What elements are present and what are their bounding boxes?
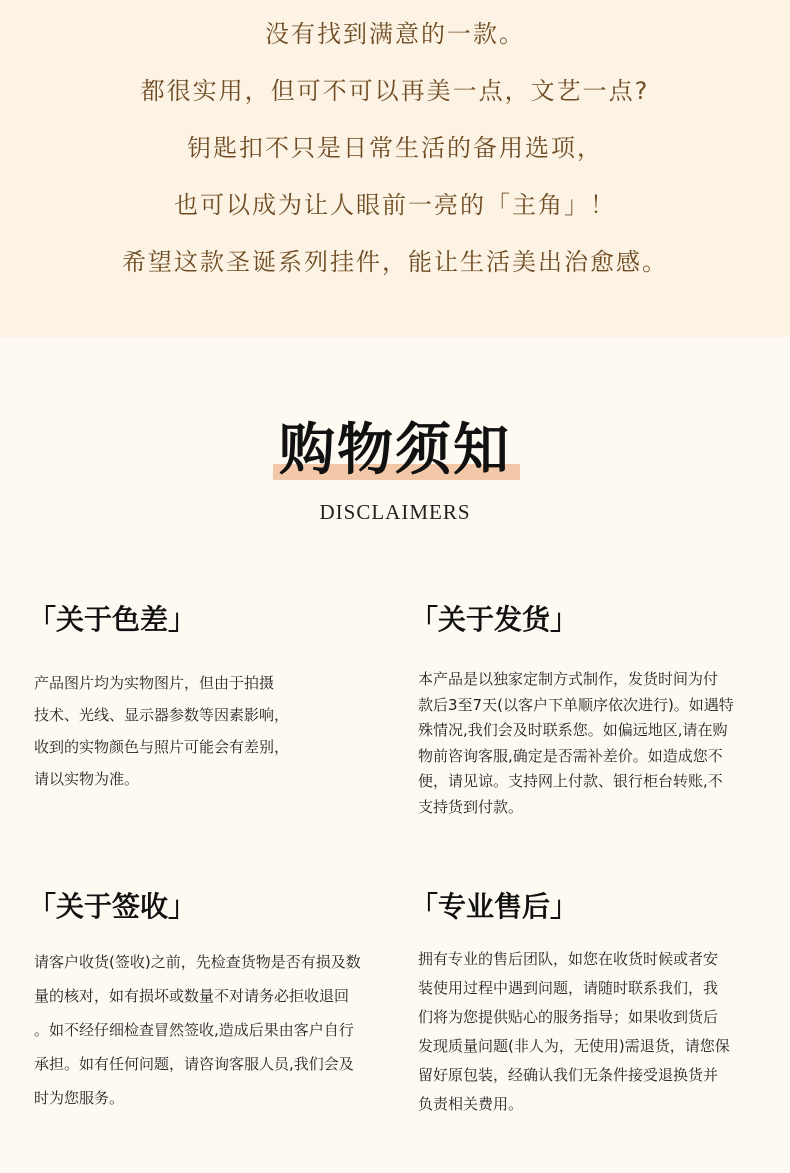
- body-line: 们将为您提供贴心的服务指导；如果收到货后: [418, 1008, 719, 1026]
- body-line: 拥有专业的售后团队，如您在收货时候或者安: [418, 950, 719, 968]
- body-line: 便，请见谅。支持网上付款、银行柜台转账,不: [418, 772, 723, 790]
- page-subtitle: DISCLAIMERS: [319, 500, 471, 524]
- body-line: 产品图片均为实物图片，但由于拍摄: [34, 674, 275, 692]
- body-line: 收到的实物颜色与照片可能会有差别，: [34, 738, 290, 756]
- section-body-receipt: [34, 945, 361, 1115]
- section-body-after-sales: [418, 945, 730, 1119]
- section-title-shipping: 「关于发货」: [410, 603, 579, 636]
- body-line: 留好原包装，经确认我们无条件接受退换货并: [418, 1066, 719, 1084]
- intro-line-4: 也可以成为让人眼前一亮的「主角」！: [174, 191, 616, 219]
- body-line: 时为您服务。: [34, 1089, 125, 1107]
- body-line: 技术、光线、显示器参数等因素影响，: [34, 706, 290, 724]
- intro-line-1: 没有找到满意的一款。: [265, 20, 525, 48]
- body-line: 请客户收货(签收)之前，先检查货物是否有损及数: [34, 953, 361, 971]
- body-line: 。如不经仔细检查冒然签收,造成后果由客户自行: [34, 1021, 354, 1039]
- intro-line-3: 钥匙扣不只是日常生活的备用选项，: [187, 134, 603, 162]
- page-title: 购物须知: [279, 417, 511, 483]
- intro-line-5: 希望这款圣诞系列挂件，能让生活美出治愈感。: [122, 248, 668, 276]
- body-line: 殊情况,我们会及时联系您。如偏远地区,请在购: [418, 721, 728, 739]
- body-line: 款后3至7天(以客户下单顺序依次进行)。如遇特: [418, 695, 734, 714]
- body-line: 承担。如有任何问题，请咨询客服人员,我们会及: [34, 1055, 354, 1073]
- body-line: 发现质量问题(非人为，无使用)需退货，请您保: [418, 1037, 730, 1055]
- intro-line-2: 都很实用，但可不可以再美一点，文艺一点?: [140, 77, 650, 105]
- intro-banner: [0, 0, 790, 337]
- body-line: 本产品是以独家定制方式制作，发货时间为付: [418, 670, 719, 688]
- body-line: 负责相关费用。: [418, 1095, 524, 1113]
- section-body-shipping: [418, 667, 734, 820]
- body-line: 支持货到付款。: [418, 797, 524, 816]
- section-body-color-difference: [34, 667, 289, 795]
- section-title-color-difference: 「关于色差」: [28, 603, 197, 636]
- body-line: 物前咨询客服,确定是否需补差价。如造成您不: [418, 746, 723, 765]
- section-title-after-sales: 「专业售后」: [410, 890, 579, 923]
- body-line: 量的核对，如有损坏或数量不对请务必拒收退回: [34, 987, 350, 1005]
- body-line: 装使用过程中遇到问题，请随时联系我们，我: [418, 979, 719, 997]
- body-line: 请以实物为准。: [34, 770, 140, 788]
- section-title-receipt: 「关于签收」: [28, 890, 197, 923]
